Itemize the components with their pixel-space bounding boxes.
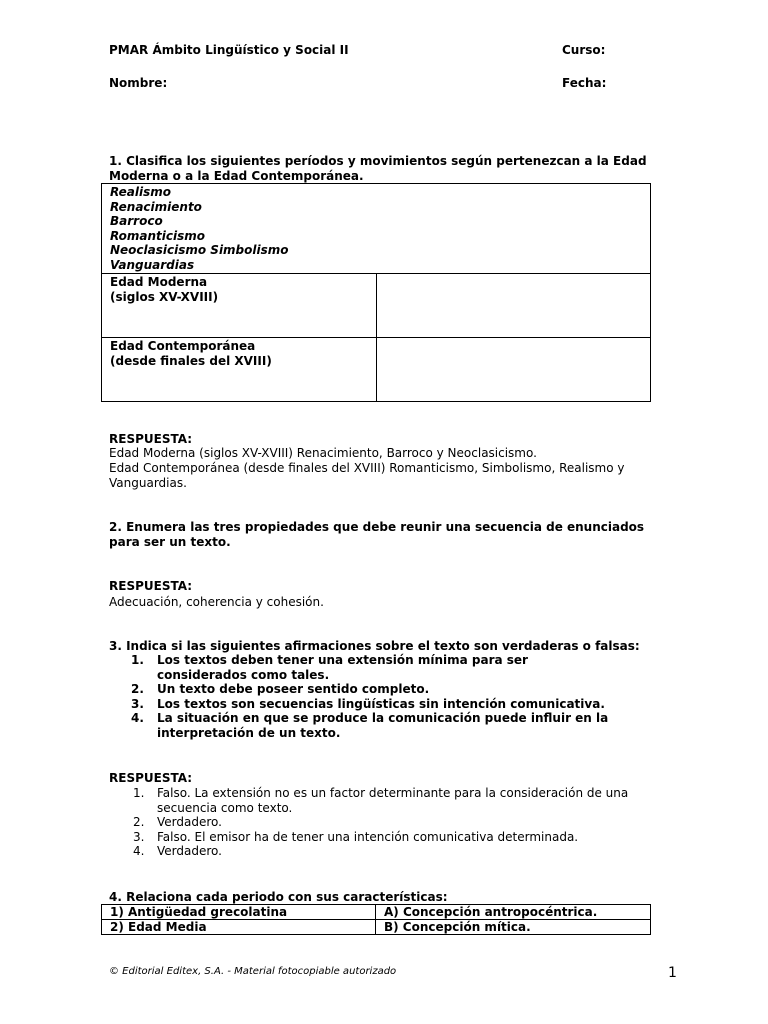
answer-1-line-1: Edad Moderna (siglos XV-XVIII) Renacimiento, Barroco y Neoclasicismo. (109, 446, 537, 460)
statement-text: La situación en que se produce la comunicación puede influir en la interpretación de un texto. (157, 711, 609, 740)
movement-item: Barroco (110, 214, 163, 228)
question-1: 1. Clasifica los siguientes períodos y movimientos según pertenezcan a la Edad Moderna o a la Edad Contemporánea. (109, 154, 647, 183)
period-cell: 2) Edad Media (102, 920, 376, 935)
movement-item: Neoclasicismo Simbolismo (110, 243, 289, 257)
movement-item: Romanticismo (110, 228, 205, 243)
table-row (102, 920, 651, 935)
statements-list (109, 653, 619, 740)
movement-item: Realismo (110, 185, 171, 199)
row-subtitle: (siglos XV-XVIII) (110, 290, 219, 304)
doc-title: PMAR Ámbito Lingüístico y Social II (109, 43, 349, 57)
list-item: 2. Un texto debe poseer sentido completo. (131, 682, 430, 696)
answer-1-line-2: Edad Contemporánea (desde finales del XVIII) Romanticismo, Simbolismo, Realismo y Vanguardias. (109, 461, 625, 490)
classification-table (101, 183, 651, 402)
question-2: 2. Enumera las tres propiedades que debe reunir una secuencia de enunciados para ser un texto. (109, 520, 645, 549)
answer-cell-edad-contemporanea[interactable] (377, 338, 651, 402)
row-edad-moderna (102, 274, 377, 338)
row-title: Edad Contemporánea (110, 339, 256, 353)
row-title: Edad Moderna (110, 275, 208, 289)
answer-label-2: RESPUESTA: (109, 579, 193, 593)
list-item: 4. Verdadero. (133, 844, 222, 858)
statement-text: Un texto debe poseer sentido completo. (157, 682, 430, 696)
row-edad-contemporanea (102, 338, 377, 402)
answer-text: Verdadero. (157, 815, 222, 829)
movement-item: Vanguardias (110, 257, 195, 272)
question-3: 3. Indica si las siguientes afirmaciones sobre el texto son verdaderas o falsas: (109, 639, 640, 653)
period-cell: 1) Antigüedad grecolatina (102, 905, 376, 920)
feature-cell: A) Concepción antropocéntrica. (376, 905, 651, 920)
answer-cell-edad-moderna[interactable] (377, 274, 651, 338)
list-item: 4. La situación en que se produce la comunicación puede influir en la interpretación de un texto. (131, 711, 609, 740)
list-item: 3. Falso. El emisor ha de tener una intención comunicativa determinada. (133, 829, 579, 844)
footer-copyright: © Editorial Editex, S.A. - Material fotocopiable autorizado (109, 966, 397, 977)
list-item: 1. Falso. La extensión no es un factor determinante para la consideración de una secuencia como texto. (133, 786, 629, 815)
answers-list (109, 786, 649, 859)
question-4: 4. Relaciona cada periodo con sus características: (109, 890, 448, 904)
matching-table (101, 904, 651, 935)
statement-text: Los textos son secuencias lingüísticas sin intención comunicativa. (157, 696, 605, 711)
row-subtitle: (desde finales del XVIII) (110, 354, 272, 368)
movements-cell (102, 184, 651, 274)
name-label: Nombre: (109, 76, 168, 90)
feature-cell: B) Concepción mítica. (376, 920, 651, 935)
answer-label-3: RESPUESTA: (109, 771, 193, 785)
list-item: 1. Los textos deben tener una extensión mínima para ser considerados como tales. (131, 653, 528, 682)
table-row (102, 905, 651, 920)
course-label: Curso: (562, 43, 606, 57)
movement-item: Renacimiento (110, 199, 202, 214)
statement-text: Los textos deben tener una extensión mínima para ser considerados como tales. (157, 653, 528, 682)
page-number: 1 (668, 965, 677, 981)
answer-label-1: RESPUESTA: (109, 432, 193, 446)
answer-text: Verdadero. (157, 844, 222, 858)
answer-text: Falso. La extensión no es un factor determinante para la consideración de una secuencia como texto. (157, 786, 629, 815)
date-label: Fecha: (562, 76, 607, 90)
list-item: 3. Los textos son secuencias lingüísticas sin intención comunicativa. (131, 696, 605, 711)
answer-text: Falso. El emisor ha de tener una intención comunicativa determinada. (157, 829, 579, 844)
list-item: 2. Verdadero. (133, 815, 222, 829)
answer-2: Adecuación, coherencia y cohesión. (109, 595, 324, 609)
